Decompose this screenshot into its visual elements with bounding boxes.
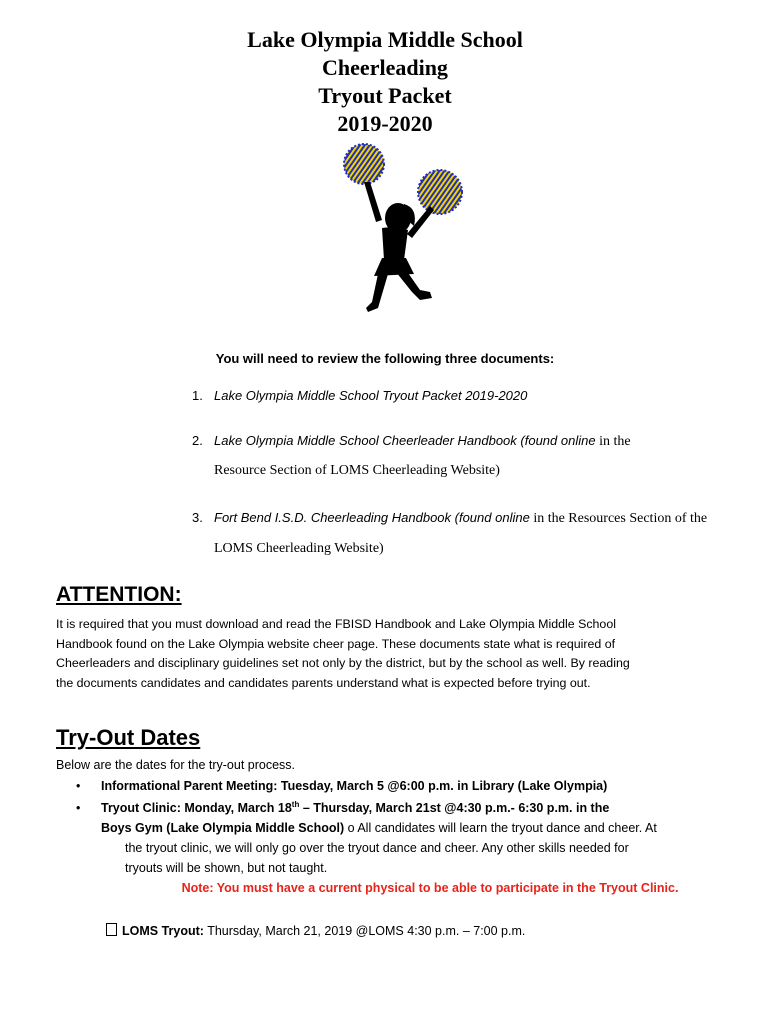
document-location-continued: Resource Section of LOMS Cheerleading Website) xyxy=(214,463,500,478)
loms-tryout-text: Thursday, March 21, 2019 @LOMS 4:30 p.m. – 7:00 p.m. xyxy=(203,924,526,938)
attention-paragraph xyxy=(56,615,716,693)
paragraph-line: the documents candidates and candidates parents understand what is expected before trying out. xyxy=(56,675,591,690)
clinic-location-text: Boys Gym (Lake Olympia Middle School) xyxy=(101,821,345,835)
document-list-item-3 xyxy=(192,510,707,527)
loms-tryout-label: LOMS Tryout: xyxy=(122,924,204,938)
tryout-dates-heading: Try-Out Dates xyxy=(56,725,201,750)
paragraph-line: It is required that you must download and read the FBISD Handbook and Lake Olympia Middle School xyxy=(56,617,616,631)
document-list-item-2 xyxy=(192,433,631,450)
tryout-clinic-text-continued: – Thursday, March 21st @4:30 p.m.- 6:30 p.m. in the xyxy=(299,801,610,816)
list-number: 2. xyxy=(192,433,203,448)
paragraph-line: Handbook found on the Lake Olympia website cheer page. These documents state what is required of xyxy=(56,636,616,651)
document-title: Lake Olympia Middle School Cheerleader Handbook (found online xyxy=(214,433,596,448)
document-location: in the Resources Section of the xyxy=(529,511,708,526)
page-title-line-2: Cheerleading xyxy=(322,55,448,80)
document-list-item-1 xyxy=(192,388,527,403)
clinic-detail-line-1: All candidates will learn the tryout dance and cheer. At xyxy=(357,821,657,835)
parent-meeting-text: Informational Parent Meeting: Tuesday, March 5 @6:00 p.m. in Library (Lake Olympia) xyxy=(101,779,608,793)
clinic-detail-line-2: the tryout clinic, we will only go over the tryout dance and cheer. Any other skills needed for xyxy=(125,841,629,855)
document-location-continued: LOMS Cheerleading Website) xyxy=(214,541,384,556)
checkbox-glyph-icon xyxy=(106,923,117,936)
bullet-tryout-clinic xyxy=(76,800,609,815)
page-title-line-1: Lake Olympia Middle School xyxy=(247,27,523,52)
list-number: 1. xyxy=(192,388,203,403)
bullet-parent-meeting xyxy=(76,779,607,793)
clinic-detail-line-3: tryouts will be shown, but not taught. xyxy=(125,861,328,875)
pom-pom-right xyxy=(418,170,462,214)
paragraph-line: Cheerleaders and disciplinary guidelines set not only by the district, but by the school as well. By reading xyxy=(56,656,630,671)
loms-tryout-item xyxy=(106,923,525,938)
list-number: 3. xyxy=(192,510,203,525)
cheerleader-illustration xyxy=(334,142,470,320)
document-title: Fort Bend I.S.D. Cheerleading Handbook (found online xyxy=(214,510,530,525)
review-intro: You will need to review the following three documents: xyxy=(215,351,555,366)
attention-heading: ATTENTION: xyxy=(56,583,182,606)
tryout-clinic-text: Tryout Clinic: Monday, March 18 xyxy=(101,801,292,816)
page-title-line-3: Tryout Packet xyxy=(318,83,452,108)
tryout-dates-intro: Below are the dates for the try-out process. xyxy=(56,758,296,772)
page-title-year: 2019-2020 xyxy=(337,111,433,136)
ordinal-suffix: th xyxy=(291,800,300,809)
pom-pom-left xyxy=(344,144,384,184)
sub-bullet-marker: o xyxy=(344,821,358,835)
tryout-clinic-location xyxy=(101,821,657,835)
bullet-icon: • xyxy=(76,801,81,816)
physical-note-text: Note: You must have a current physical to be able to participate in the Tryout Clinic. xyxy=(181,881,679,895)
bullet-icon: • xyxy=(76,779,81,793)
document-location: in the xyxy=(595,434,631,449)
physical-note xyxy=(0,881,770,895)
document-title: Lake Olympia Middle School Tryout Packet 2019-2020 xyxy=(214,388,528,403)
